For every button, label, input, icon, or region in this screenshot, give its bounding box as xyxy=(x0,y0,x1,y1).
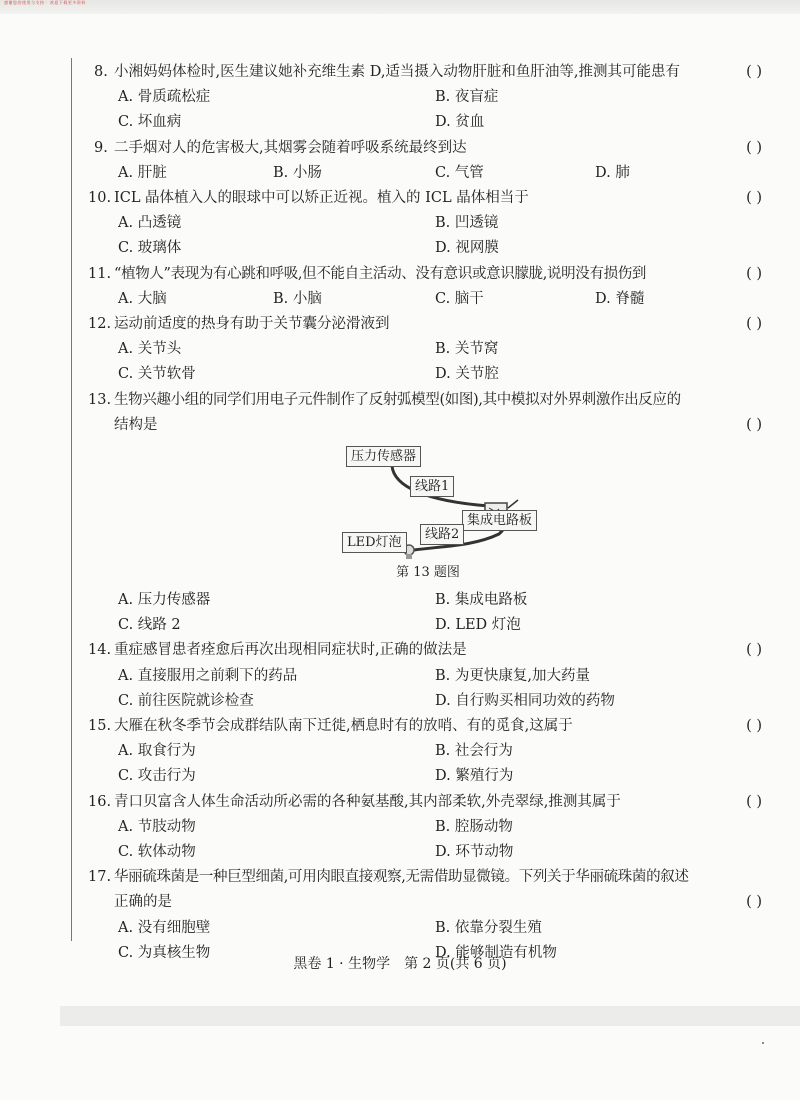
option-b: B. 社会行为 xyxy=(435,743,513,760)
option-b: B. 关节窝 xyxy=(435,341,499,358)
question-16 xyxy=(88,790,762,866)
options xyxy=(94,588,762,638)
watermark-stamp: 感谢您的使用与支持 · 欢迎下载更多资料 xyxy=(4,0,86,5)
option-b: B. 集成电路板 xyxy=(435,592,528,609)
option-a: A. 压力传感器 xyxy=(118,592,211,609)
option-b: B. 为更快康复,加大药量 xyxy=(435,667,590,684)
option-d: D. LED 灯泡 xyxy=(435,617,521,634)
circuit-board-lead xyxy=(508,500,518,508)
options xyxy=(94,815,762,865)
option-d: D. 能够制造有机物 xyxy=(435,944,557,961)
answer-blank[interactable]: ( ) xyxy=(746,139,762,156)
question-11 xyxy=(88,262,762,312)
option-a: A. 凸透镜 xyxy=(118,215,182,232)
scan-edge-top xyxy=(0,0,800,14)
options xyxy=(94,85,762,135)
question-14 xyxy=(88,638,762,714)
option-d: D. 视网膜 xyxy=(435,240,499,257)
option-c: C. 脑干 xyxy=(435,290,484,307)
label-line-1: 线路1 xyxy=(410,476,454,497)
options xyxy=(94,739,762,789)
option-b: B. 凹透镜 xyxy=(435,215,499,232)
option-c: C. 线路 2 xyxy=(118,617,181,634)
option-b: B. 小脑 xyxy=(273,290,322,307)
left-margin-rule xyxy=(71,58,72,941)
option-a: A. 肝脏 xyxy=(118,164,167,181)
question-number: 10. xyxy=(88,190,112,207)
question-number: 11. xyxy=(88,265,112,282)
question-text: “植物人”表现为有心跳和呼吸,但不能自主活动、没有意识或意识朦胧,说明没有损伤到 xyxy=(114,265,647,282)
reflex-arc-model-figure xyxy=(94,446,762,566)
question-text: ICL 晶体植入人的眼球中可以矫正近视。植入的 ICL 晶体相当于 xyxy=(114,190,529,207)
option-d: D. 脊髓 xyxy=(595,290,645,307)
answer-blank[interactable]: ( ) xyxy=(746,265,762,282)
question-text: 重症感冒患者痊愈后再次出现相同症状时,正确的做法是 xyxy=(114,642,467,659)
option-c: C. 软体动物 xyxy=(118,844,196,861)
option-b: B. 夜盲症 xyxy=(435,89,499,106)
options xyxy=(94,664,762,714)
question-text: 华丽硫珠菌是一种巨型细菌,可用肉眼直接观察,无需借助显微镜。下列关于华丽硫珠菌的叙述 xyxy=(114,869,689,886)
question-number: 12. xyxy=(88,316,112,333)
question-text: 大雁在秋冬季节会成群结队南下迁徙,栖息时有的放哨、有的觅食,这属于 xyxy=(114,718,573,735)
question-text: 青口贝富含人体生命活动所必需的各种氨基酸,其内部柔软,外壳翠绿,推测其属于 xyxy=(114,793,621,810)
question-number: 17. xyxy=(88,869,112,886)
page-footer: 黑卷 1 · 生物学 第 2 页(共 6 页) xyxy=(293,956,507,972)
question-12 xyxy=(88,312,762,388)
option-d: D. 自行购买相同功效的药物 xyxy=(435,692,615,709)
question-number: 16. xyxy=(88,793,112,810)
scan-edge-bottom xyxy=(60,1006,800,1026)
scan-speck xyxy=(762,1042,764,1044)
question-10 xyxy=(88,186,762,262)
question-text-continued: 结构是 xyxy=(114,416,158,433)
option-c: C. 攻击行为 xyxy=(118,768,196,785)
option-d: D. 繁殖行为 xyxy=(435,768,514,785)
answer-blank[interactable]: ( ) xyxy=(746,894,762,911)
option-a: A. 没有细胞壁 xyxy=(118,919,211,936)
option-c: C. 玻璃体 xyxy=(118,240,182,257)
question-13 xyxy=(88,388,762,639)
question-text: 二手烟对人的危害极大,其烟雾会随着呼吸系统最终到达 xyxy=(114,139,467,156)
label-pressure-sensor: 压力传感器 xyxy=(346,446,421,467)
option-d: D. 贫血 xyxy=(435,114,485,131)
option-a: A. 大脑 xyxy=(118,290,167,307)
label-circuit-board: 集成电路板 xyxy=(462,510,537,531)
question-9 xyxy=(94,136,762,186)
option-a: A. 骨质疏松症 xyxy=(118,89,211,106)
question-list xyxy=(88,60,762,966)
option-a: A. 直接服用之前剩下的药品 xyxy=(118,667,298,684)
options xyxy=(94,287,762,312)
led-bulb-base xyxy=(406,554,412,559)
option-b: B. 小肠 xyxy=(273,164,322,181)
question-17 xyxy=(88,865,762,966)
option-c: C. 前往医院就诊检查 xyxy=(118,692,254,709)
answer-blank[interactable]: ( ) xyxy=(746,316,762,333)
figure-wires xyxy=(94,446,762,566)
option-a: A. 关节头 xyxy=(118,341,182,358)
option-c: C. 气管 xyxy=(435,164,484,181)
options xyxy=(94,161,762,186)
label-line-2: 线路2 xyxy=(420,524,464,545)
question-number: 13. xyxy=(88,391,112,408)
question-text-continued: 正确的是 xyxy=(114,894,172,911)
question-15 xyxy=(88,714,762,790)
option-a: A. 节肢动物 xyxy=(118,818,196,835)
answer-blank[interactable]: ( ) xyxy=(746,416,762,433)
figure-caption: 第 13 题图 xyxy=(396,565,460,581)
answer-blank[interactable]: ( ) xyxy=(746,642,762,659)
question-number: 14. xyxy=(88,642,112,659)
answer-blank[interactable]: ( ) xyxy=(746,64,762,80)
question-text: 生物兴趣小组的同学们用电子元件制作了反射弧模型(如图),其中模拟对外界刺激作出反应的 xyxy=(114,391,681,408)
answer-blank[interactable]: ( ) xyxy=(746,718,762,735)
question-8 xyxy=(94,60,762,136)
question-number: 9. xyxy=(94,139,108,156)
question-text: 运动前适度的热身有助于关节囊分泌滑液到 xyxy=(114,316,390,333)
answer-blank[interactable]: ( ) xyxy=(746,190,762,207)
options xyxy=(94,337,762,387)
question-text: 小湘妈妈体检时,医生建议她补充维生素 D,适当摄入动物肝脏和鱼肝油等,推测其可能患有 xyxy=(114,64,681,80)
label-led-bulb: LED灯泡 xyxy=(342,532,407,553)
option-c: C. 关节软骨 xyxy=(118,366,196,383)
question-number: 8. xyxy=(94,64,108,80)
options xyxy=(94,211,762,261)
option-d: D. 关节腔 xyxy=(435,366,499,383)
option-c: C. 为真核生物 xyxy=(118,944,211,961)
option-b: B. 腔肠动物 xyxy=(435,818,513,835)
answer-blank[interactable]: ( ) xyxy=(746,793,762,810)
option-c: C. 坏血病 xyxy=(118,114,182,131)
option-b: B. 依靠分裂生殖 xyxy=(435,919,542,936)
option-a: A. 取食行为 xyxy=(118,743,196,760)
question-number: 15. xyxy=(88,718,112,735)
option-d: D. 环节动物 xyxy=(435,844,514,861)
option-d: D. 肺 xyxy=(595,164,630,181)
